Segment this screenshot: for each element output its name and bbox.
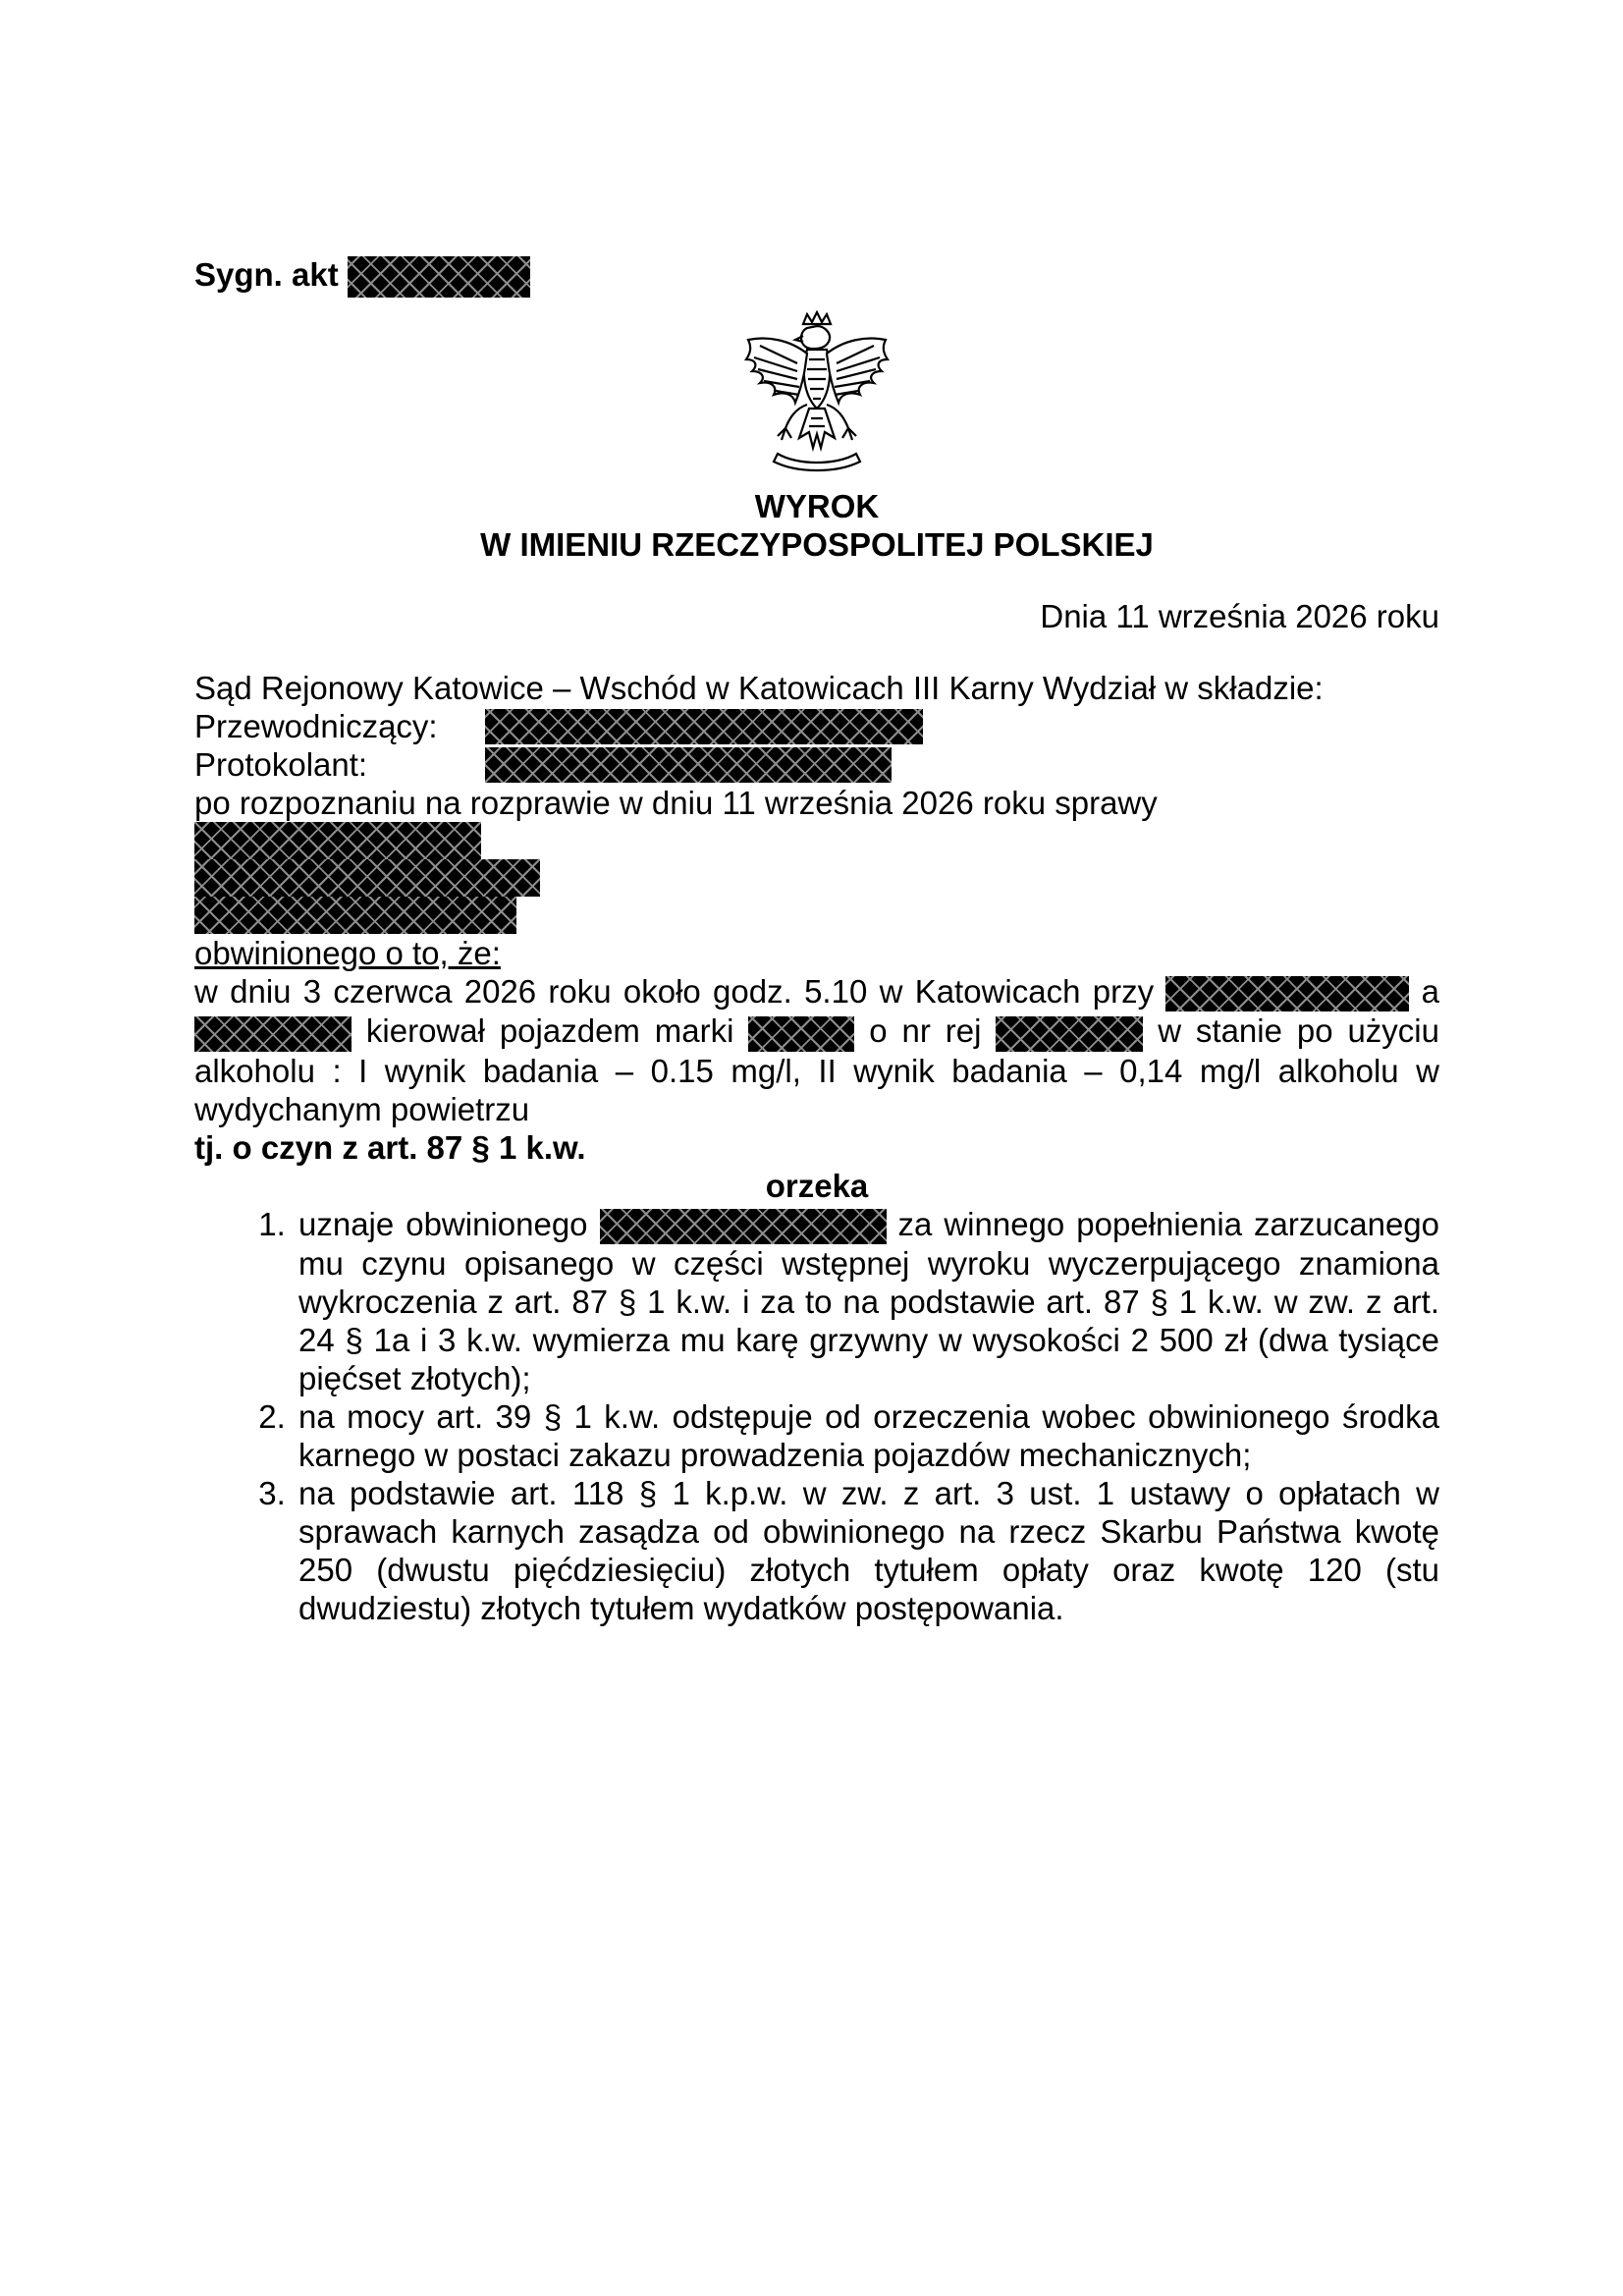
redacted-chair-name bbox=[485, 709, 923, 744]
redacted-vehicle-make bbox=[748, 1016, 854, 1052]
verdict-heading: orzeka bbox=[765, 1167, 869, 1204]
redacted-case-number bbox=[348, 256, 530, 298]
verdict-item-1 bbox=[295, 1205, 1439, 1397]
verdict-list bbox=[194, 1205, 1439, 1627]
court-name: Sąd Rejonowy Katowice – Wschód w Katowicach III Karny Wydział w składzie: bbox=[194, 670, 1324, 706]
redacted-street bbox=[1165, 976, 1409, 1011]
verdict-item-2: 2. na mocy art. 39 § 1 k.w. odstępuje od orzeczenia wobec obwinionego środka karnego w postaci zakazu prowadzenia pojazdów mechanicznych; bbox=[295, 1397, 1439, 1474]
charge-section bbox=[194, 934, 1439, 1167]
verdict-item-1-before: uznaje obwinionego bbox=[298, 1205, 588, 1242]
charge-text-3: o nr rej bbox=[869, 1012, 982, 1050]
case-reference bbox=[194, 255, 1439, 301]
verdict-item-3: 3. na podstawie art. 118 § 1 k.p.w. w zw. z art. 3 ust. 1 ustawy o opłatach w sprawach karnych zasądza od obwinionego na rzecz Skarbu Państwa kwotę 250 (dwustu pięćdziesięciu) złotych tytułem opłaty oraz kwotę 120 (stu dwudziestu) złotych tytułem wydatków postępowania. bbox=[295, 1474, 1439, 1627]
clerk-row bbox=[194, 745, 1439, 784]
charge-qualification: tj. o czyn z art. 87 § 1 k.w. bbox=[194, 1128, 586, 1166]
charge-text-a: a bbox=[1421, 973, 1439, 1010]
title-verdict: WYROK bbox=[754, 488, 880, 524]
redacted-defendant-line-1 bbox=[194, 822, 481, 859]
redacted-location bbox=[194, 1016, 352, 1052]
chair-label: Przewodniczący: bbox=[194, 708, 438, 744]
document-page bbox=[194, 255, 1439, 1627]
redacted-defendant-name bbox=[600, 1209, 887, 1244]
redacted-defendant-line-3 bbox=[194, 897, 516, 934]
chair-row bbox=[194, 707, 1439, 745]
document-date: Dnia 11 września 2026 roku bbox=[1040, 598, 1439, 634]
case-reference-label: Sygn. akt bbox=[194, 256, 339, 293]
charge-description-cont: alkoholu : I wynik badania – 0.15 mg/l, II wynik badania – 0,14 mg/l alkoholu w wydychanym powietrzu bbox=[194, 1052, 1439, 1127]
title-in-name-of: W IMIENIU RZECZYPOSPOLITEJ POLSKIEJ bbox=[480, 526, 1154, 563]
clerk-label: Protokolant: bbox=[194, 746, 368, 783]
redacted-clerk-name bbox=[485, 747, 892, 783]
verdict-item-1-after: za winnego popełnienia zarzucanego mu czynu opisanego w części wstępnej wyroku wyczerpującego znamiona wykroczenia z art. 87 § 1 k.w. i za to na podstawie art. 87 § 1 k.w. w zw. z art. 24 § 1a i 3 k.w. wymierza mu karę grzywny w wysokości 2 500 zł (dwa tysiące pięćset złotych); bbox=[298, 1205, 1440, 1396]
polish-eagle-emblem-icon bbox=[738, 310, 895, 473]
redacted-registration bbox=[996, 1016, 1143, 1052]
charge-heading: obwinionego o to, że: bbox=[194, 935, 501, 971]
redacted-defendant-line-2 bbox=[194, 859, 540, 897]
charge-text-4: w stanie po użyciu bbox=[1158, 1012, 1439, 1050]
hearing-line: po rozpoznaniu na rozprawie w dniu 11 września 2026 roku sprawy bbox=[194, 785, 1158, 821]
charge-description bbox=[194, 972, 1439, 1052]
charge-text-1: w dniu 3 czerwca 2026 roku około godz. 5.10 w Katowicach przy bbox=[194, 973, 1155, 1010]
court-section bbox=[194, 669, 1439, 934]
document-title bbox=[194, 487, 1439, 564]
charge-text-2: kierował pojazdem marki bbox=[365, 1012, 734, 1050]
